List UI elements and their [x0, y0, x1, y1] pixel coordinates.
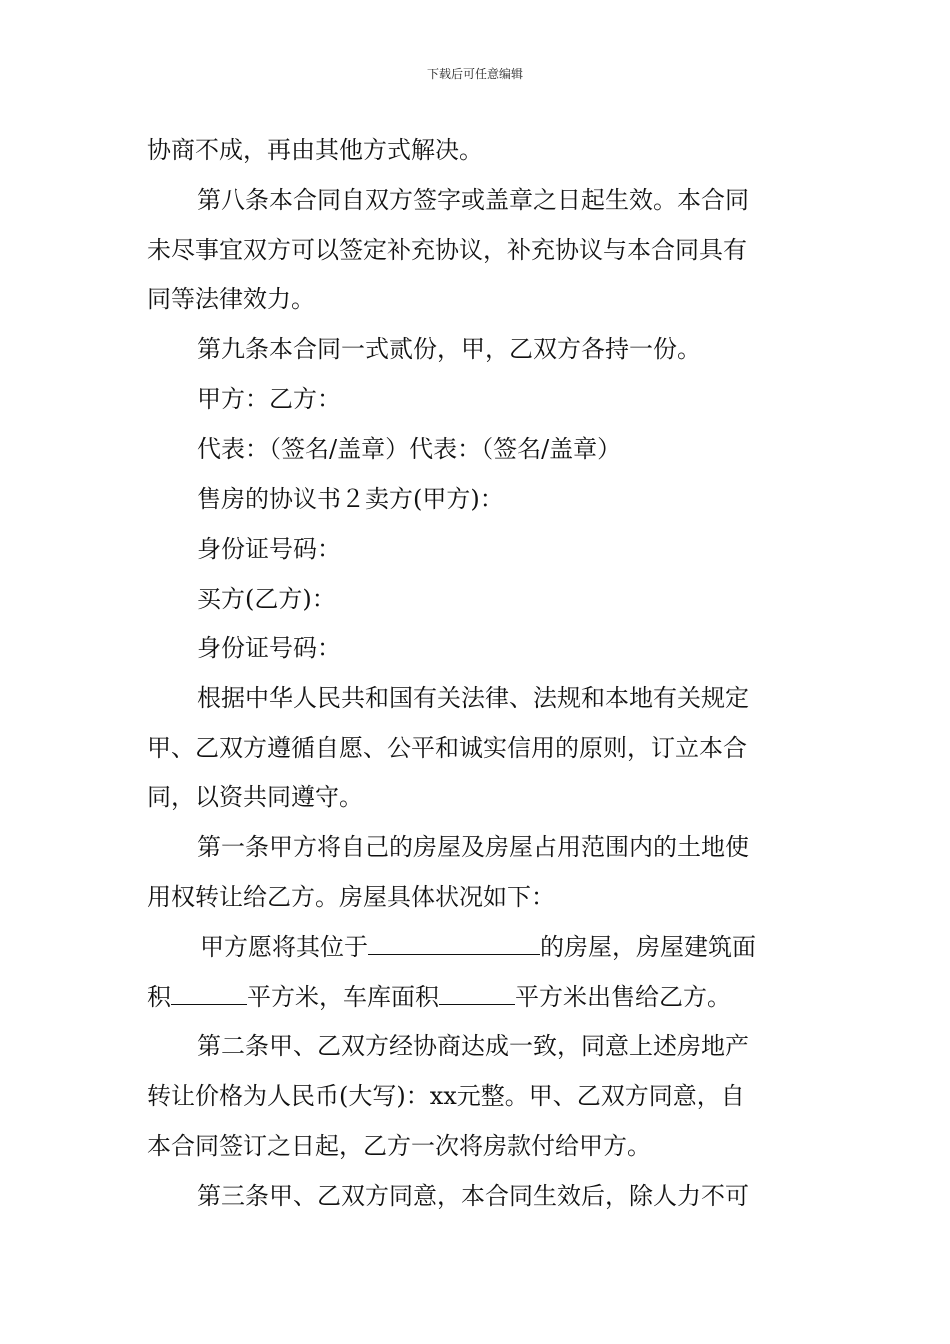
article-2-line-2: 转让价格为人民币(大写)：xx元整。甲、乙双方同意，自 — [147, 1082, 745, 1110]
article-8-line-2: 未尽事宜双方可以签定补充协议，补充协议与本合同具有 — [147, 236, 747, 264]
buyer-line: 买方(乙方)： — [197, 585, 336, 613]
article-3-line-1: 第三条甲、乙双方同意，本合同生效后，除人力不可 — [197, 1182, 749, 1210]
garage-area-blank — [439, 982, 515, 1005]
seller-line: 售房的协议书２卖方(甲方)： — [197, 485, 504, 513]
article-8-line-1: 第八条本合同自双方签字或盖章之日起生效。本合同 — [197, 186, 749, 214]
article-1-line-2: 用权转让给乙方。房屋具体状况如下： — [147, 883, 555, 911]
property-location-prefix: 甲方愿将其位于 — [200, 933, 368, 961]
page-header: 下载后可任意编辑 — [426, 67, 523, 81]
article-1-line-1: 第一条甲方将自己的房屋及房屋占用范围内的土地使 — [197, 833, 749, 861]
buyer-id-line: 身份证号码： — [197, 634, 341, 662]
article-2-line-3: 本合同签订之日起，乙方一次将房款付给甲方。 — [147, 1132, 651, 1160]
preamble-line-3: 同，以资共同遵守。 — [147, 783, 363, 811]
representatives-line: 代表：（签名/盖章）代表：（签名/盖章） — [197, 435, 622, 463]
area-line — [147, 982, 731, 1012]
article-2-line-1: 第二条甲、乙双方经协商达成一致，同意上述房地产 — [197, 1032, 749, 1060]
property-location-line — [200, 932, 756, 962]
area-middle: 平方米，车库面积 — [247, 983, 439, 1011]
address-blank — [368, 932, 540, 955]
preamble-line-1: 根据中华人民共和国有关法律、法规和本地有关规定 — [197, 684, 749, 712]
area-suffix: 平方米出售给乙方。 — [515, 983, 731, 1011]
parties-line: 甲方：乙方： — [197, 385, 341, 413]
property-location-suffix: 的房屋，房屋建筑面 — [540, 933, 756, 961]
seller-id-line: 身份证号码： — [197, 535, 341, 563]
preamble-line-2: 甲、乙双方遵循自愿、公平和诚实信用的原则，订立本合 — [147, 734, 747, 762]
building-area-blank — [171, 982, 247, 1005]
paragraph-line: 协商不成，再由其他方式解决。 — [147, 136, 483, 164]
article-8-line-3: 同等法律效力。 — [147, 285, 315, 313]
area-prefix: 积 — [147, 983, 171, 1011]
article-9-line: 第九条本合同一式贰份，甲，乙双方各持一份。 — [197, 335, 701, 363]
